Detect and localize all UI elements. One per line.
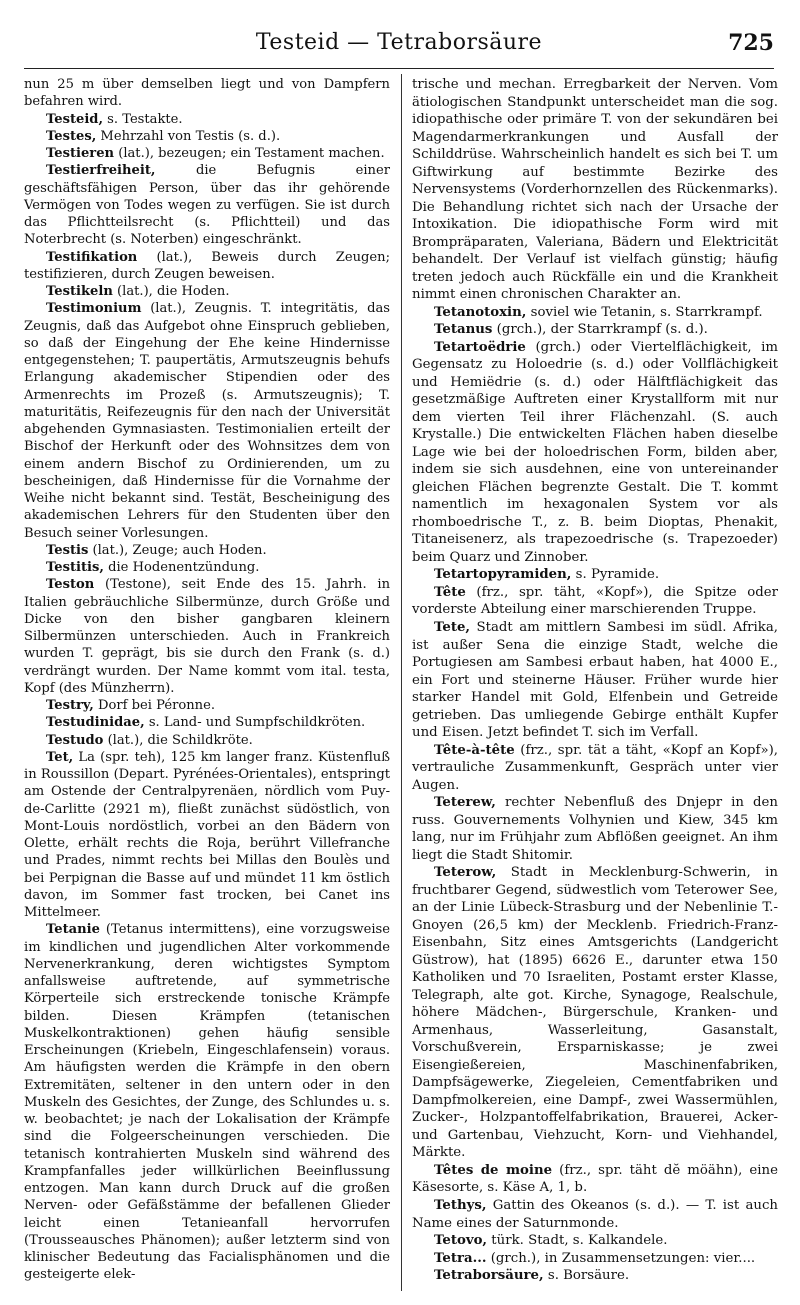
entry-headword: Testitis, [46,560,104,575]
header-rule [24,68,774,69]
entry-headword: Testes, [46,128,97,144]
entry-text: (grch.), in Zusammensetzungen: vier.... [486,1250,756,1266]
dictionary-entry [412,584,778,619]
entry-text: (lat.), Zeugnis. T. integritätis, das Zeugnis, daß das Aufgebot ohne Einspruch geblieben, so daß der Eingehung der Ehe keine Hindernisse entgegenstehen; T. paupertätis, Armutszeugnis behufs Erlangung akademischer Stipendien oder des Armenrechts im Prozeß (s. Armutszeugnis); T. maturitätis, Reifezeugnis für den nach der Universität abgehenden Gymnasiasten. Testimonialien erteilt der Bischof der Herkunft oder des Wohnsitzes dem von einem andern Bischof zu Ordinierenden, um zu bescheinigen, daß Hindernisse für die Vornahme der Weihe nicht bekannt sind. Testät, Bescheinigung des akademischen Lehrers für den Studenten über den Besuch seiner Vorlesungen. [24,301,390,541]
right-column [412,76,778,1285]
entry-text: (frz., spr. täht dĕ möähn), eine Käsesorte, s. Käse A, 1, b. [412,1162,778,1196]
entry-headword: Tete, [434,619,471,635]
entry-headword: Testikeln [46,284,113,299]
dictionary-entry [412,1232,778,1250]
dictionary-entry [412,619,778,742]
entry-headword: Tetanotoxin, [434,304,527,320]
entry-headword: Testeid, [46,111,104,127]
entry-text: die Hodenentzündung. [103,560,260,575]
entry-headword: Testudo [46,732,104,748]
dictionary-entry [412,864,778,1162]
dictionary-entry [412,1267,778,1285]
entry-text: Dorf bei Péronne. [93,698,215,713]
dictionary-entry [24,697,390,714]
dictionary-entry [24,559,390,576]
entry-headword: Tetraborsäure, [434,1268,544,1284]
entry-headword: Teterow, [434,865,497,881]
entry-headword: Testis [46,542,89,558]
dictionary-entry [24,162,390,248]
entry-text: soviel wie Tetanin, s. Starrkrampf. [526,304,763,320]
entry-text: s. Land- und Sumpfschildkröten. [144,715,366,731]
left-column [24,76,390,1284]
dictionary-entry [24,542,390,559]
entry-headword: Tetra... [434,1250,487,1266]
dictionary-entry [24,128,390,145]
dictionary-entry [24,76,390,111]
entry-text: s. Testakte. [103,111,183,127]
dictionary-entry [412,321,778,339]
entry-text: (lat.), Zeuge; auch Hoden. [88,542,267,558]
dictionary-entry [24,749,390,922]
dictionary-entry [412,1162,778,1197]
dictionary-entry [24,145,390,162]
entry-text: Stadt in Mecklenburg-Schwerin, in fruchtbarer Gegend, südwestlich vom Teterower See, an der Linie Lübeck-Strasburg und der Nebenlinie T.-Gnoyen (26,5 km) der Mecklenb. Friedrich-Franz-Eisenbahn, Sitz eines Amtsgerichts (Landgericht Güstrow), hat (1895) 6626 E., darunter etwa 150 Katholiken und 70 Israeliten, Postamt erster Klasse, Telegraph, alte got. Kirche, Synagoge, Realschule, höhere Mädchen-, Bürgerschule, Kranken- und Armenhaus, Wasserleitung, Gasanstalt, Vorschußverein, Ersparniskasse; je zwei Eisengießereien, Maschinenfabriken, Dampfsägewerke, Ziegeleien, Cementfabriken und Dampfmolkereien, eine Dampf-, zwei Wassermühlen, Zucker-, Holzpantoffelfabrikation, Brauerei, Acker- und Gartenbau, Viehzucht, Korn- und Viehhandel, Märkte. [412,865,778,1161]
column-divider [401,74,402,1291]
entry-headword: Testierfreiheit, [46,163,156,179]
dictionary-entry [412,339,778,567]
entry-text: (grch.), der Starrkrampf (s. d.). [492,322,708,338]
entry-headword: Testudinidae, [46,715,145,731]
entry-headword: Teterew, [434,795,496,811]
entry-headword: Tête-à-tête [434,742,515,758]
entry-text: (lat.), Beweis durch Zeugen; testifizieren, durch Zeugen beweisen. [24,249,390,282]
entry-headword: Tetovo, [434,1233,488,1249]
entry-headword: Testimonium [46,301,142,317]
entry-text: nun 25 m über demselben liegt und von Dampfern befahren wird. [24,77,390,110]
entry-text: Stadt am mittlern Sambesi im südl. Afrika, ist außer Sena die einzige Stadt, welche die Portugiesen am Sambesi erbaut haben, hat 4000 E., ein Fort und steinerne Häuser. Früher wurde hier starker Handel mit Gold, Elfenbein und Getreide getrieben. Das umliegende Gebirge enthält Kupfer und Eisen. Jetzt befindet T. sich im Verfall. [412,619,778,741]
page-number: 725 [728,30,774,56]
entry-headword: Tetanie [46,922,100,938]
dictionary-entry [24,300,390,542]
dictionary-entry [24,111,390,128]
entry-text: Mehrzahl von Testis (s. d.). [96,128,281,144]
entry-headword: Testieren [46,146,115,161]
dictionary-entry [24,576,390,697]
running-title: Testeid — Tetraborsäure [255,30,543,55]
page-header [24,30,774,64]
dictionary-entry [412,1250,778,1268]
entry-headword: Tête [434,584,466,600]
entry-headword: Tet, [46,749,74,765]
dictionary-entry [412,742,778,795]
dictionary-entry [412,304,778,322]
entry-text: Gattin des Okeanos (s. d.). — T. ist auch Name eines der Saturnmonde. [412,1198,778,1231]
entry-headword: Tetanus [434,322,493,338]
entry-text: türk. Stadt, s. Kalkandele. [487,1233,668,1249]
entry-text: (Testone), seit Ende des 15. Jahrh. in Italien gebräuchliche Silbermünze, durch Größe und Dicke von den bisher gangbaren kleinern Silbermünzen unterschieden. Auch in Frankreich wurden T. geprägt, bis sie durch den Frank (s. d.) verdrängt wurden. Der Name kommt vom ital. testa, Kopf (des Münzherrn). [24,577,390,696]
entry-text: (Tetanus intermittens), eine vorzugsweise im kindlichen und jugendlichen Alter vorkommende Nervenerkrankung, deren wichtigstes Symptom anfallsweise auftretende, auf symmetrische Körperteile sich erstreckende tonische Krämpfe bilden. Diesen Krämpfen (tetanischen Muskelkontraktionen) gehen häufig sensible Erscheinungen (Kriebeln, Eingeschlafensein) voraus. Am häufigsten werden die Krämpfe in den obern Extremitäten, seltener in den untern oder in den Muskeln des Gesichtes, der Zunge, des Schlundes u. s. w. beobachtet; je nach der Lokalisation der Krämpfe sind die Folgeerscheinungen verschieden. Die tetanisch kontrahierten Muskeln sind während des Krampfanfalles jeder willkürlichen Beeinflussung entzogen. Man kann durch Druck auf die großen Nerven- oder Gefäßstämme der befallenen Glieder leicht einen Tetanieanfall hervorrufen (Trousseausches Phänomen); außer letzterm sind von klinischer Bedeutung das Facialisphänomen und die gesteigerte elek- [24,922,390,1283]
dictionary-entry [24,921,390,1283]
dictionary-entry [24,249,390,284]
dictionary-entry [412,794,778,864]
entry-text: (lat.), die Hoden. [112,284,230,299]
entry-text: (lat.), die Schildkröte. [103,732,253,748]
entry-text: s. Borsäure. [543,1268,630,1284]
entry-headword: Testifikation [46,249,138,265]
entry-text: s. Pyramide. [571,567,660,583]
entry-headword: Tethys, [434,1198,487,1213]
entry-text: die Befugnis einer geschäftsfähigen Person, über das ihr gehörende Vermögen von Todes wegen zu verfügen. Sie ist durch das Pflichtteilsrecht (s. Pflichtteil) und das Noterbrecht (s. Noterben) eingeschränkt. [24,163,390,248]
entry-headword: Testry, [46,698,94,713]
entry-headword: Teston [46,577,95,593]
entry-text: La (spr. teh), 125 km langer franz. Küstenfluß in Roussillon (Depart. Pyrénées-Orientales), entspringt am Ostende der Centralpyrenäen, nördlich vom Puy-de-Carlitte (2921 m), fließt zunächst südöstlich, von Mont-Louis nordöstlich, vorbei an den Bädern von Olette, erhält rechts die Roja, berührt Villefranche und Prades, nimmt rechts bei Millas den Boulès und bei Perpignan die Basse auf und mündet 11 km östlich davon, im Sommer fast trocken, bei Canet ins Mittelmeer. [24,749,390,920]
dictionary-entry [412,76,778,304]
entry-headword: Tetartoëdrie [434,339,526,355]
entry-text: (frz., spr. täht, «Kopf»), die Spitze oder vorderste Abteilung einer marschierenden Truppe. [412,584,778,618]
dictionary-entry [24,714,390,731]
entry-text: trische und mechan. Erregbarkeit der Nerven. Vom ätiologischen Standpunkt unterscheidet man die sog. idiopathische oder primäre T. von der sekundären bei Magendarmerkrankungen und Ausfall der Schilddrüse. Wahrscheinlich handelt es sich bei T. um Giftwirkung auf bestimmte Bezirke des Nervensystems (Vorderhornzellen des Rückenmarks). Die Behandlung richtet sich nach der Ursache der Intoxikation. Die idiopathische Form wird mit Brompräparaten, Valeriana, Bädern und Elektricität behandelt. Der Verlauf ist vielfach günstig; häufig treten jedoch auch Rückfälle ein und die Krankheit nimmt einen chronischen Charakter an. [412,77,778,303]
entry-text: (lat.), bezeugen; ein Testament machen. [114,146,385,161]
dictionary-entry [24,732,390,749]
dictionary-entry [412,1197,778,1232]
entry-headword: Têtes de moine [434,1162,553,1178]
entry-text: (grch.) oder Viertelflächigkeit, im Gegensatz zu Holoedrie (s. d.) oder Vollflächigkeit und Hemiëdrie (s. d.) oder Hälftflächigkeit das gesetzmäßige Auftreten einer Krystallform mit nur dem vierten Teil ihrer Flächenzahl. (S. auch Krystalle.) Die entwickelten Flächen haben dieselbe Lage wie bei der holoedrischen Form, bilden aber, indem sie sich ausdehnen, eine von untereinander gleichen Flächen begrenzte Gestalt. Die T. kommt namentlich im hexagonalen System vor als rhomboedrische T., z. B. beim Dioptas, Phenakit, Titaneisenerz, als trapezoedrische (s. Trapezoeder) beim Quarz und Zinnober. [412,339,778,565]
dictionary-entry [412,566,778,584]
entry-text: rechter Nebenfluß des Dnjepr in den russ. Gouvernements Volhynien und Kiew, 345 km lang, nur im Frühjahr zum Abflößen geeignet. An ihm liegt die Stadt Shitomir. [412,795,778,863]
entry-text: (frz., spr. tät a täht, «Kopf an Kopf»), vertrauliche Zusammenkunft, Gespräch unter vier Augen. [412,742,778,793]
dictionary-entry [24,283,390,300]
entry-headword: Tetartopyramiden, [434,567,572,583]
